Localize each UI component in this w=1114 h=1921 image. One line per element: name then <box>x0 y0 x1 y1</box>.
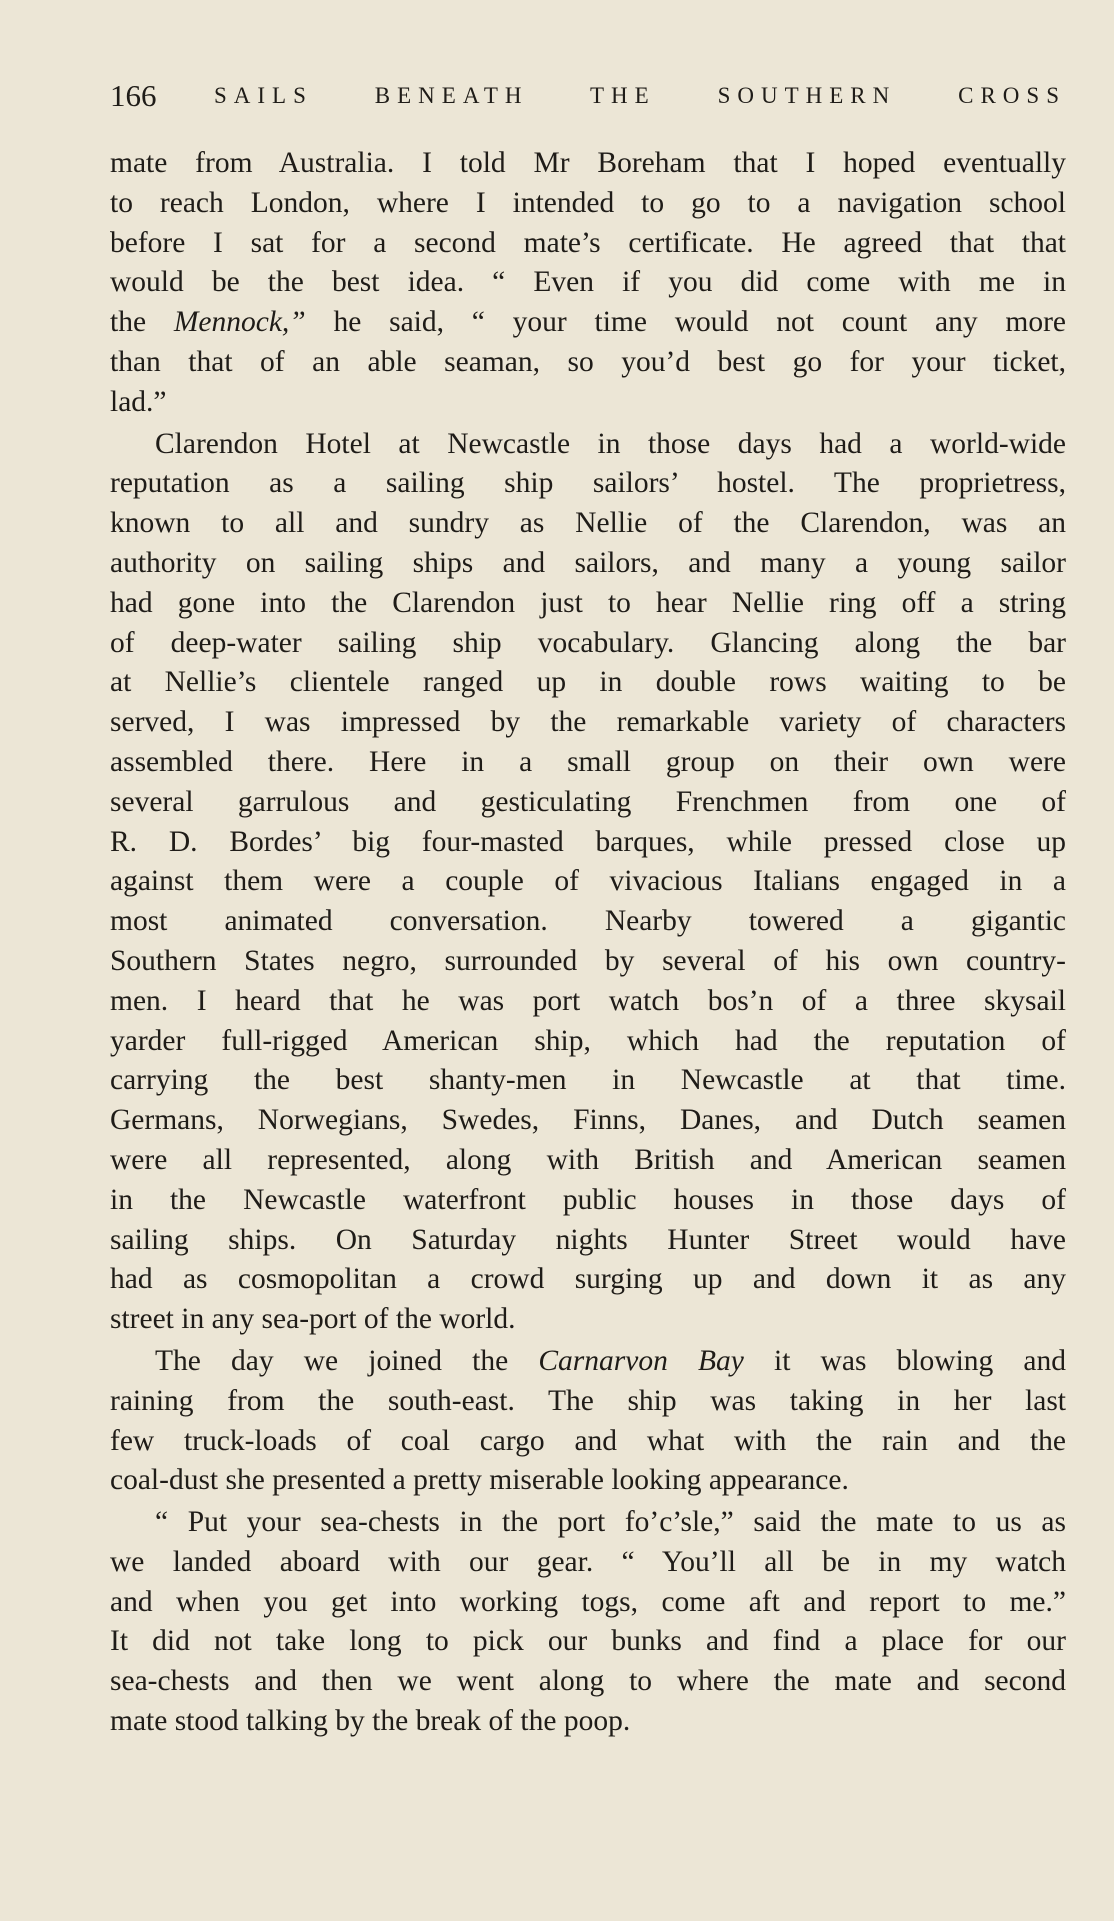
text-line: It did not take long to pick our bunks and find a place for our <box>110 1625 1066 1658</box>
text-line: we landed aboard with our gear. “ You’ll all be in my watch <box>110 1545 1066 1578</box>
running-head <box>110 76 1066 116</box>
text-line: sea-chests and then we went along to where the mate and second <box>110 1665 1066 1698</box>
text-line: lad.” <box>110 385 167 418</box>
page-number: 166 <box>110 78 157 113</box>
text-line: the Mennock,” he said, “ your time would not count any more <box>110 306 1067 339</box>
text-line: R. D. Bordes’ big four-masted barques, while pressed close up <box>110 825 1066 858</box>
paragraph <box>110 1503 1066 1742</box>
text-line: before I sat for a second mate’s certificate. He agreed that that <box>110 226 1066 259</box>
text-line: known to all and sundry as Nellie of the Clarendon, was an <box>110 507 1066 540</box>
text-line: Southern States negro, surrounded by several of his own country- <box>110 944 1066 977</box>
text-line: would be the best idea. “ Even if you did come with me in <box>110 266 1066 299</box>
text-line: carrying the best shanty-men in Newcastle at that time. <box>110 1064 1066 1097</box>
text-line: few truck-loads of coal cargo and what with the rain and the <box>110 1424 1066 1457</box>
running-title: SAILS BENEATH THE SOUTHERN CROSS <box>214 83 1066 108</box>
text-line: Clarendon Hotel at Newcastle in those days had a world-wide <box>155 427 1066 460</box>
text-line: than that of an able seaman, so you’d best go for your ticket, <box>110 345 1066 378</box>
text-line: most animated conversation. Nearby towered a gigantic <box>110 905 1066 938</box>
text-line: sailing ships. On Saturday nights Hunter Street would have <box>110 1223 1066 1256</box>
body-text <box>110 144 1066 1742</box>
paragraph <box>110 425 1066 1340</box>
text-line: yarder full-rigged American ship, which had the reputation of <box>110 1024 1066 1057</box>
text-line: against them were a couple of vivacious Italians engaged in a <box>110 865 1066 898</box>
text-line: “ Put your sea-chests in the port fo’c’sle,” said the mate to us as <box>155 1506 1066 1539</box>
text-line: assembled there. Here in a small group on their own were <box>110 745 1066 778</box>
text-line: served, I was impressed by the remarkable variety of characters <box>110 706 1066 739</box>
text-line: at Nellie’s clientele ranged up in double rows waiting to be <box>110 666 1066 699</box>
paragraph <box>110 1342 1066 1501</box>
text-line: street in any sea-port of the world. <box>110 1303 516 1336</box>
text-line: The day we joined the Carnarvon Bay it was blowing and <box>155 1344 1066 1377</box>
text-line: were all represented, along with British and American seamen <box>110 1143 1066 1176</box>
text-line: reputation as a sailing ship sailors’ hostel. The proprietress, <box>110 467 1066 500</box>
text-line: men. I heard that he was port watch bos’n of a three skysail <box>110 984 1066 1017</box>
text-line: authority on sailing ships and sailors, and many a young sailor <box>110 546 1066 579</box>
text-line: had gone into the Clarendon just to hear Nellie ring off a string <box>110 586 1066 619</box>
text-line: mate stood talking by the break of the poop. <box>110 1705 631 1738</box>
text-line: of deep-water sailing ship vocabulary. Glancing along the bar <box>110 626 1066 659</box>
text-line: coal-dust she presented a pretty miserable looking appearance. <box>110 1464 849 1497</box>
text-line: in the Newcastle waterfront public houses in those days of <box>110 1183 1066 1216</box>
text-line: several garrulous and gesticulating Frenchmen from one of <box>110 785 1066 818</box>
text-line: to reach London, where I intended to go to a navigation school <box>110 186 1066 219</box>
text-line: had as cosmopolitan a crowd surging up and down it as any <box>110 1263 1066 1296</box>
text-line: Germans, Norwegians, Swedes, Finns, Danes, and Dutch seamen <box>110 1104 1066 1137</box>
text-line: and when you get into working togs, come aft and report to me.” <box>110 1585 1066 1618</box>
text-line: mate from Australia. I told Mr Boreham that I hoped eventually <box>110 147 1066 179</box>
text-line: raining from the south-east. The ship was taking in her last <box>110 1384 1066 1417</box>
paragraph <box>110 144 1066 423</box>
